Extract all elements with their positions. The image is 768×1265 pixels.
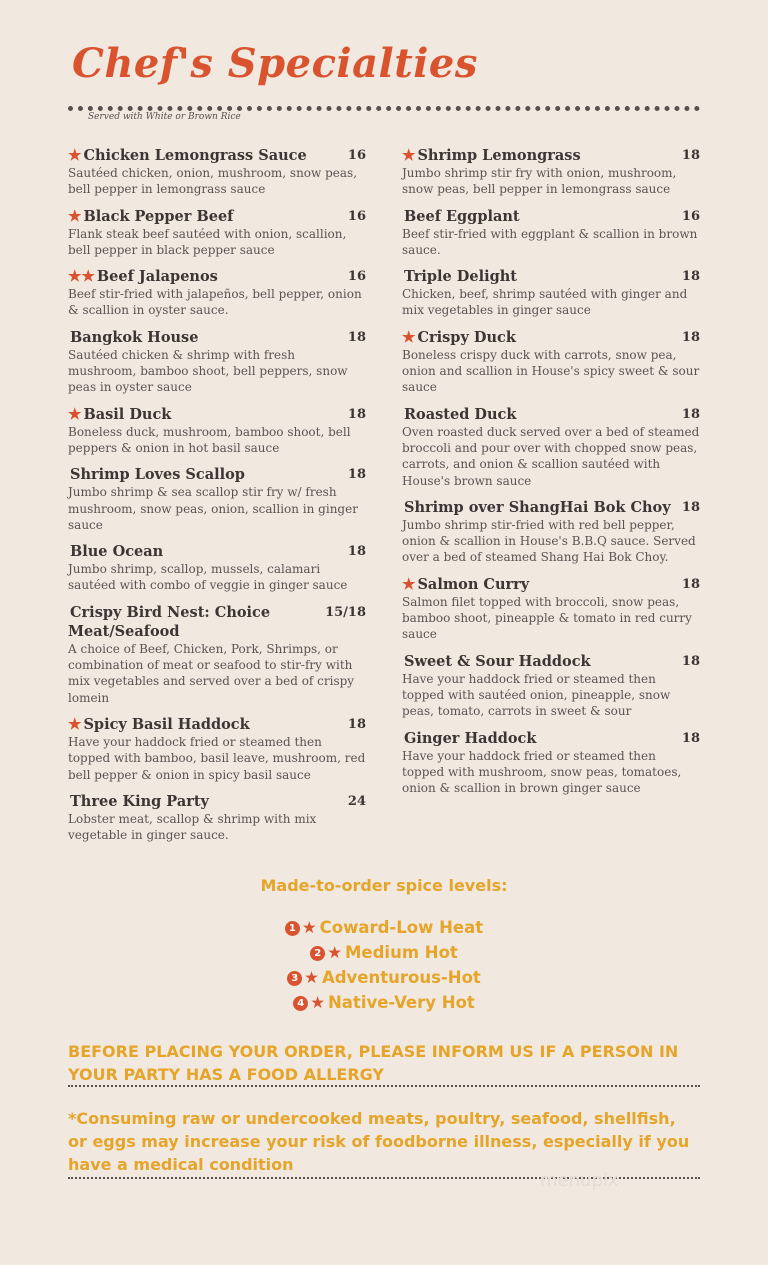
spice-level-label: Coward-Low Heat — [319, 918, 484, 937]
menu-item — [402, 207, 700, 259]
spice-levels-title: Made-to-order spice levels: — [260, 876, 508, 895]
menu-item — [68, 715, 366, 783]
item-name: Triple Delight — [404, 268, 517, 286]
menu-item — [68, 146, 366, 198]
item-description: Lobster meat, scallop & shrimp with mix vegetable in ginger sauce. — [68, 811, 317, 843]
menu-item — [402, 328, 700, 396]
item-price: 18 — [681, 269, 700, 285]
level-number-badge: 1 — [285, 921, 300, 936]
spicy-star-icon: ★★ — [68, 267, 95, 286]
item-name: Black Pepper Beef — [83, 207, 234, 225]
item-description: Jumbo shrimp, scallop, mussels, calamari sautéed with combo of veggie in ginger sauce — [68, 562, 348, 593]
item-description: Flank steak beef sautéed with onion, scallion, bell pepper in black pepper sauce — [68, 226, 347, 257]
level-number-badge: 2 — [310, 946, 325, 961]
star-icon: ★ — [310, 993, 325, 1012]
star-icon: ★ — [304, 968, 319, 987]
item-description: Have your haddock fried or steamed then topped with bamboo, basil leave, mushroom, red bell pepper & onion in spicy basil sauce — [68, 734, 366, 782]
menu-item — [68, 542, 366, 594]
item-price: 18 — [681, 730, 700, 746]
spicy-star-icon: ★ — [402, 146, 416, 164]
item-name: Crispy Bird Nest: Choice Meat/Seafood — [68, 603, 271, 640]
spice-level-label: Adventurous-Hot — [321, 968, 481, 987]
item-price: 18 — [347, 467, 366, 483]
allergy-notice: BEFORE PLACING YOUR ORDER, PLEASE INFORM US IF A PERSON IN YOUR PARTY HAS A FOOD ALLERGY — [68, 1042, 679, 1084]
item-description: Beef stir-fried with jalapeños, bell pepper, onion & scallion in oyster sauce. — [68, 287, 362, 318]
title-divider — [68, 106, 700, 111]
level-number-badge: 4 — [293, 996, 308, 1011]
star-icon: ★ — [301, 918, 317, 937]
spice-level — [0, 968, 768, 993]
item-price: 15/18 — [325, 604, 366, 620]
item-description: Oven roasted duck served over a bed of steamed broccoli and pour over with chopped snow peas, carrots, and onion & scallion sautéed with House's brown sauce — [402, 424, 700, 488]
item-price: 16 — [347, 208, 366, 224]
item-name: Shrimp over ShangHai Bok Choy — [404, 498, 671, 516]
item-name: Basil Duck — [83, 405, 172, 423]
menu-item — [402, 575, 700, 643]
menu-item — [68, 207, 366, 259]
item-description: Have your haddock fried or steamed then topped with mushroom, snow peas, tomatoes, onion & scallion in brown ginger sauce — [402, 748, 682, 796]
spicy-star-icon: ★ — [402, 327, 416, 346]
menu-item — [68, 792, 366, 844]
menu-column-left — [68, 146, 366, 852]
item-price: 16 — [347, 269, 366, 285]
item-price: 24 — [347, 793, 366, 809]
item-description: Jumbo shrimp & sea scallop stir fry w/ fresh mushroom, snow peas, onion, scallion in ginger sauce — [68, 485, 358, 532]
menu-item — [402, 146, 700, 198]
item-description: Sautéed chicken & shrimp with fresh mushroom, bamboo shoot, bell peppers, snow peas in oyster sauce — [68, 347, 348, 395]
spice-levels-list — [0, 918, 768, 1018]
item-price: 18 — [681, 148, 700, 163]
item-description: Jumbo shrimp stir-fried with red bell pepper, onion & scallion in House's B.B.Q sauce. Served over a bed of steamed Shang Hai Bok Choy. — [402, 517, 696, 565]
menu-item — [402, 729, 700, 797]
item-description: A choice of Beef, Chicken, Pork, Shrimps, or combination of meat or seafood to stir-fry with mix vegetables and served over a bed of crispy lomein — [68, 641, 355, 705]
level-number-badge: 3 — [287, 971, 302, 986]
item-name: Beef Eggplant — [404, 207, 520, 225]
item-price: 18 — [347, 329, 366, 345]
item-name: Sweet & Sour Haddock — [404, 652, 591, 670]
item-description: Salmon filet topped with broccoli, snow peas, bamboo shoot, pineapple & tomato in red curry sauce — [402, 594, 692, 642]
item-name: Beef Jalapenos — [96, 268, 218, 286]
item-name: Three King Party — [70, 792, 209, 810]
item-price: 18 — [681, 329, 700, 345]
item-price: 18 — [347, 716, 366, 732]
menu-item — [402, 498, 700, 566]
watermark: menupix — [540, 1170, 619, 1191]
menu-item — [68, 267, 366, 319]
spicy-star-icon: ★ — [68, 404, 82, 423]
item-description: Chicken, beef, shrimp sautéed with ginger and mix vegetables in ginger sauce — [402, 287, 688, 318]
menu-item — [402, 267, 700, 319]
spice-level — [0, 918, 768, 943]
spice-level-label: Native-Very Hot — [327, 993, 475, 1012]
item-price: 18 — [681, 406, 700, 422]
notice-divider — [68, 1085, 700, 1087]
spice-level-label: Medium Hot — [345, 943, 458, 962]
item-description: Sautéed chicken, onion, mushroom, snow peas, bell pepper in lemongrass sauce — [68, 166, 358, 197]
item-name: Salmon Curry — [417, 575, 530, 593]
item-description: Beef stir-fried with eggplant & scallion in brown sauce. — [402, 226, 698, 257]
item-name: Blue Ocean — [70, 543, 164, 561]
item-description: Have your haddock fried or steamed then topped with sautéed onion, pineapple, snow peas, tomato, carrots in sweet & sour — [402, 671, 671, 719]
star-icon: ★ — [327, 943, 342, 962]
item-description: Boneless duck, mushroom, bamboo shoot, bell peppers & onion in hot basil sauce — [68, 424, 351, 455]
item-price: 16 — [347, 148, 366, 163]
spice-level — [0, 943, 768, 968]
item-name: Roasted Duck — [404, 405, 517, 423]
item-name: Chicken Lemongrass Sauce — [83, 147, 307, 164]
item-name: Shrimp Lemongrass — [417, 147, 581, 164]
item-name: Bangkok House — [70, 328, 199, 346]
item-name: Ginger Haddock — [404, 729, 537, 747]
item-description: Jumbo shrimp stir fry with onion, mushroom, snow peas, bell pepper in lemongrass sauce — [402, 166, 677, 197]
item-price: 16 — [681, 208, 700, 224]
menu-item — [68, 465, 366, 533]
spicy-star-icon: ★ — [68, 714, 82, 733]
item-price: 18 — [681, 499, 700, 515]
spicy-star-icon: ★ — [68, 206, 82, 225]
item-description: Boneless crispy duck with carrots, snow pea, onion and scallion in House's spicy sweet & sour sauce — [402, 347, 700, 395]
item-name: Spicy Basil Haddock — [83, 715, 250, 733]
menu-column-right — [402, 146, 700, 805]
spicy-star-icon: ★ — [402, 574, 416, 593]
raw-food-notice: *Consuming raw or undercooked meats, poultry, seafood, shellfish, or eggs may increase your risk of foodborne illness, especially if you have a medical condition — [68, 1109, 690, 1174]
page-title: Chef's Specialties — [72, 40, 478, 87]
item-price: 18 — [347, 406, 366, 422]
menu-item — [68, 328, 366, 396]
menu-item — [68, 405, 366, 457]
item-price: 18 — [347, 544, 366, 560]
spicy-star-icon: ★ — [68, 146, 82, 164]
menu-item — [68, 603, 366, 706]
spice-level — [0, 993, 768, 1018]
item-name: Shrimp Loves Scallop — [70, 466, 245, 484]
item-name: Crispy Duck — [417, 328, 516, 346]
menu-item — [402, 405, 700, 489]
subtitle: Served with White or Brown Rice — [88, 112, 241, 122]
menu-item — [402, 652, 700, 720]
item-price: 18 — [681, 576, 700, 592]
item-price: 18 — [681, 653, 700, 669]
